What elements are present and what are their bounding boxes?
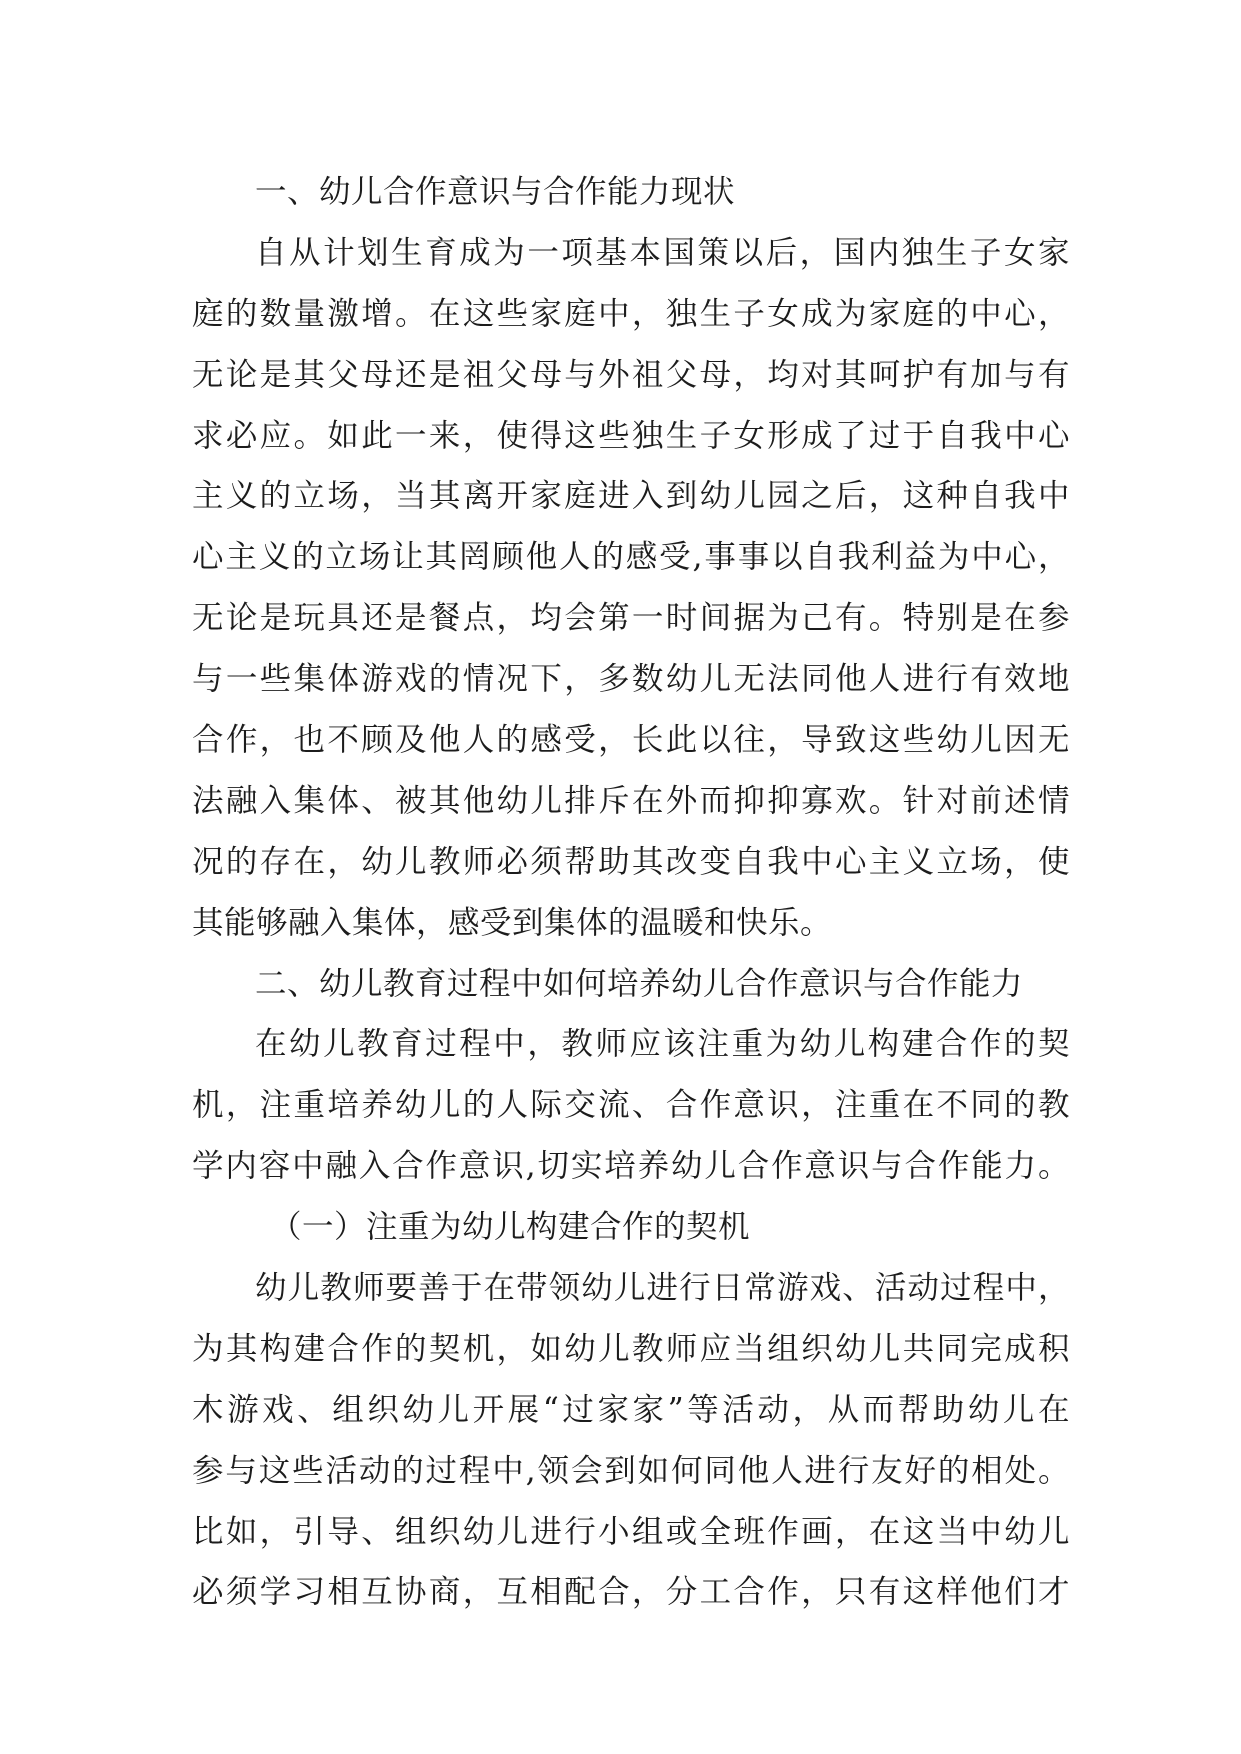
paragraph-1-line: 法融入集体、被其他幼儿排斥在外而抑抑寡欢。针对前述情	[192, 782, 1070, 819]
paragraph-1-line: 与一些集体游戏的情况下，多数幼儿无法同他人进行有效地	[192, 661, 1070, 698]
paragraph-1-line: 况的存在，幼儿教师必须帮助其改变自我中心主义立场，使	[192, 843, 1070, 880]
paragraph-1-line: 无论是玩具还是餐点，均会第一时间据为己有。特别是在参	[192, 600, 1070, 637]
document-body	[192, 162, 1070, 1623]
paragraph-3-line: 幼儿教师要善于在带领幼儿进行日常游戏、活动过程中，	[255, 1270, 1070, 1307]
section-heading-1: 一、幼儿合作意识与合作能力现状	[255, 174, 736, 210]
paragraph-3-line: 参与这些活动的过程中,领会到如何同他人进行友好的相处。	[192, 1452, 1070, 1489]
paragraph-3-line: 木游戏、组织幼儿开展“过家家”等活动，从而帮助幼儿在	[192, 1391, 1070, 1428]
paragraph-3-line: 为其构建合作的契机，如幼儿教师应当组织幼儿共同完成积	[192, 1330, 1070, 1367]
paragraph-1-line: 其能够融入集体，感受到集体的温暖和快乐。	[192, 904, 833, 941]
paragraph-1-line: 主义的立场，当其离开家庭进入到幼儿园之后，这种自我中	[192, 478, 1070, 515]
paragraph-3-line: 必须学习相互协商，互相配合，分工合作，只有这样他们才	[192, 1574, 1070, 1611]
paragraph-3-line: 比如，引导、组织幼儿进行小组或全班作画，在这当中幼儿	[192, 1513, 1070, 1550]
paragraph-2-line: 学内容中融入合作意识,切实培养幼儿合作意识与合作能力。	[192, 1148, 1070, 1185]
paragraph-1-line: 自从计划生育成为一项基本国策以后，国内独生子女家	[255, 234, 1070, 271]
paragraph-1-line: 求必应。如此一来，使得这些独生子女形成了过于自我中心	[192, 417, 1070, 454]
section-heading-2: 二、幼儿教育过程中如何培养幼儿合作意识与合作能力	[255, 965, 1024, 1002]
paragraph-2-line: 在幼儿教育过程中，教师应该注重为幼儿构建合作的契	[255, 1026, 1070, 1063]
paragraph-2-line: 机，注重培养幼儿的人际交流、合作意识，注重在不同的教	[192, 1087, 1070, 1124]
paragraph-1-line: 庭的数量激增。在这些家庭中，独生子女成为家庭的中心，	[192, 295, 1070, 332]
paragraph-1-line: 合作，也不顾及他人的感受，长此以往，导致这些幼儿因无	[192, 722, 1070, 759]
paragraph-1-line: 无论是其父母还是祖父母与外祖父母，均对其呵护有加与有	[192, 356, 1070, 393]
subsection-heading-1: （一）注重为幼儿构建合作的契机	[270, 1209, 751, 1246]
paragraph-1-line: 心主义的立场让其罔顾他人的感受,事事以自我利益为中心，	[192, 539, 1070, 576]
